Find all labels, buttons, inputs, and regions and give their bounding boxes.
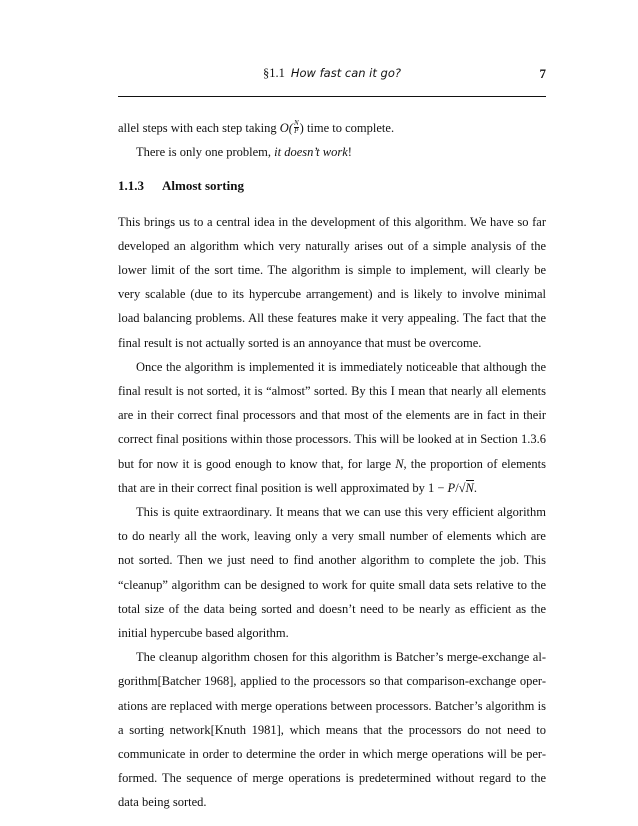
emphasis-doesnt-work: it doesn’t work	[274, 145, 348, 160]
paragraph-central-idea: This brings us to a central idea in the development of this algorithm. We have so far developed an algorithm which very naturally arises out of a simple analysis of the lower limit of the sort time. The algorithm is simple to implement, will clearly be very scalable (due to its hypercube arrangement) and is likely to involve minimal load balancing problems. All these features make it very appealing. The fact that the final result is not actually sorted is an annoyance that must be overcome.	[118, 214, 546, 350]
fraction-denominator: P	[294, 126, 299, 135]
section-number: 1.1.3	[118, 178, 144, 194]
running-head-section: §1.1	[263, 66, 285, 80]
running-head-center	[118, 66, 546, 81]
paragraph-almost-sorted: Once the algorithm is implemented it is immediately noticeable that although the final result is not sorted, it is “almost” sorted. By this I mean that nearly all elements are in their correct final processors and that most of the elements are in fact in their correct final positions within those processors. This will be looked at in Section 1.3.6 but for now it is good enough to know that, for large N, the proportion of elements that are in their correct final position is well approximated by 1 − P/√N.	[118, 359, 546, 495]
fraction-n-over-p	[294, 120, 299, 135]
variable-n: N	[395, 456, 404, 471]
big-o-notation: O(	[279, 121, 293, 135]
running-head-title: How fast can it go?	[290, 66, 401, 80]
paragraph-continuation: allel steps with each step taking O( $\frac{N}{P}$ ) time to complete.	[118, 118, 395, 135]
formula-proportion: 1 − P/√N	[427, 480, 474, 495]
body-text	[118, 116, 546, 815]
section-title: Almost sorting	[162, 178, 244, 194]
header-rule	[118, 96, 546, 97]
running-head	[118, 66, 546, 84]
page-number: 7	[539, 66, 546, 81]
fraction-numerator: N	[293, 118, 299, 127]
paragraph-problem: There is only one problem, it doesn’t work!	[136, 145, 352, 160]
paragraph-cleanup-algorithm: The cleanup algorithm chosen for this algorithm is Batcher’s merge-exchange al-gorithm[Batcher 1968], applied to the processors so that comparison-exchange oper-ations are replaced with merge operations between processors. Batcher’s algorithm is a sorting network[Knuth 1981], which means that the processors do not need to communicate in order to determine the order in which merge operations will be per-formed. The sequence of merge operations is predetermined without regard to the data being sorted.	[118, 650, 546, 810]
paragraph-extraordinary: This is quite extraordinary. It means that we can use this very efficient algorithm to do nearly all the work, leaving only a very small number of elements which are not sorted. Then we just need to find another algorithm to complete the job. This “cleanup” algorithm can be designed to work for quite small data sets relative to the total size of the data being sorted and doesn’t need to be nearly as efficient as the initial hypercube based algorithm.	[118, 505, 546, 641]
section-heading	[118, 174, 546, 198]
